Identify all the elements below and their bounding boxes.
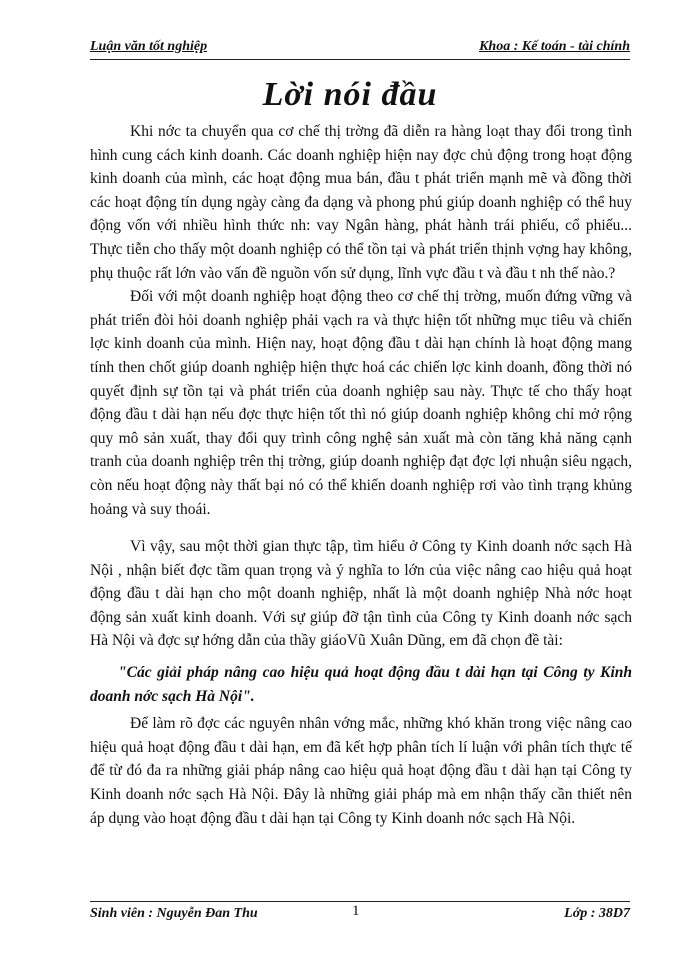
document-body	[90, 120, 632, 830]
page-title: Lời nói đầu	[262, 76, 438, 113]
footer-rule	[90, 901, 630, 902]
footer-class-label: Lớp : 38D7	[564, 906, 630, 921]
page-number: 1	[352, 903, 360, 919]
paragraph-2: Đối với một doanh nghiệp hoạt động theo cơ chế thị trờng, muốn đứng vững và phát triển đòi hỏi doanh nghiệp phải vạch ra và thực hiện tốt những mục tiêu và chiến lợc kinh doanh của mình. Hiện nay, hoạt động đầu t dài hạn chính là hoạt động mang tính then chốt giúp doanh nghiệp hiện thực hoá các chiến lợc kinh doanh, đồng thời nó quyết định sự tồn tại và phát triển của doanh nghiệp sau này. Thực tế cho thấy hoạt động đầu t dài hạn nếu đợc thực hiện tốt thì nó giúp doanh nghiệp không chỉ mở rộng quy mô sản xuất, thay đổi quy trình công nghệ sản xuất mà còn tăng khả năng cạnh tranh của doanh nghiệp trên thị trờng, giúp doanh nghiệp đạt đợc lợi nhuận siêu ngạch, còn nếu hoạt động này thất bại nó có thể khiến doanh nghiệp rơi vào tình trạng khủng hoảng và suy thoái.	[90, 288, 632, 518]
footer-student-label: Sinh viên : Nguyễn Đan Thu	[90, 906, 258, 921]
thesis-topic-quote: "Các giải pháp nâng cao hiệu quả hoạt động đầu t dài hạn tại Công ty Kinh doanh nớc sạch Hà Nội".	[90, 664, 632, 705]
paragraph-1: Khi nớc ta chuyển qua cơ chế thị trờng đã diễn ra hàng loạt thay đổi trong tình hình cung cách kinh doanh. Các doanh nghiệp hiện nay đợc chủ động trong hoạt động kinh doanh của mình, các hoạt động mua bán, đầu t phát triển mạnh mẽ và đồng thời các hoạt động tín dụng ngày càng đa dạng và phong phú giúp doanh nghiệp có thể huy động vốn với nhiều hình thức nh: vay Ngân hàng, phát hành trái phiếu, cổ phiếu... Thực tiễn cho thấy một doanh nghiệp có thể tồn tại và phát triển thịnh vợng hay không, phụ thuộc rất lớn vào vấn đề nguồn vốn sử dụng, lĩnh vực đầu t và đầu t nh thế nào.?	[90, 123, 632, 282]
page-footer	[90, 901, 630, 927]
paragraph-4: Để làm rõ đợc các nguyên nhân vớng mắc, những khó khăn trong việc nâng cao hiệu quả hoạt động đầu t dài hạn, em đã kết hợp phân tích lí luận với phân tích thực tế để từ đó đa ra những giải pháp nâng cao hiệu quả hoạt động đầu t dài hạn tại Công ty Kinh doanh nớc sạch Hà Nội. Đây là những giải pháp mà em nhận thấy cần thiết nên áp dụng vào hoạt động đầu t dài hạn tại Công ty Kinh doanh nớc sạch Hà Nội.	[90, 715, 632, 827]
header-rule	[90, 59, 630, 60]
header-faculty-label: Khoa : Kế toán - tài chính	[479, 39, 630, 54]
header-thesis-label: Luận văn tốt nghiệp	[90, 39, 208, 54]
page-header	[90, 39, 630, 61]
paragraph-3: Vì vậy, sau một thời gian thực tập, tìm hiểu ở Công ty Kinh doanh nớc sạch Hà Nội , nhận biết đợc tầm quan trọng và ý nghĩa to lớn của việc nâng cao hiệu quả hoạt động đầu t dài hạn cho một doanh nghiệp, nhất là một doanh nghiệp Nhà nớc hoạt động sản xuất kinh doanh. Với sự giúp đỡ tận tình của Công ty Kinh doanh nớc sạch Hà Nội và đợc sự hớng dẫn của thầy giáoVũ Xuân Dũng, em đã chọn đề tài:	[90, 538, 632, 650]
